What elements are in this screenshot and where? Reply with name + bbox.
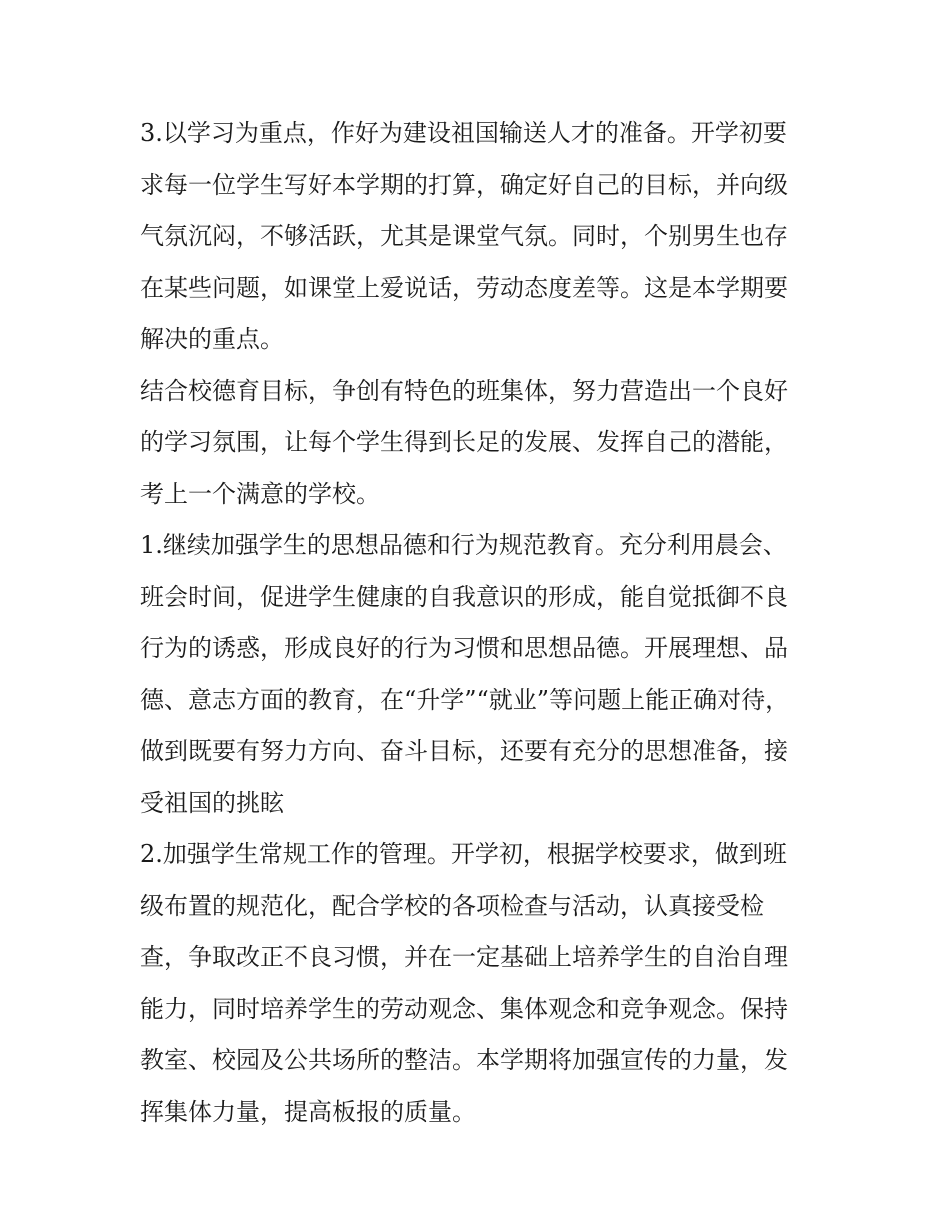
text-line: 做到既要有努力方向、奋斗目标，还要有充分的思想准备，接 xyxy=(140,737,788,765)
text-line: 2.加强学生常规工作的管理。开学初，根据学校要求，做到班 xyxy=(140,840,787,868)
text-line: 考上一个满意的学校。 xyxy=(140,479,380,508)
text-line: 挥集体力量，提高板报的质量。 xyxy=(140,1097,476,1126)
text-line: 求每一位学生写好本学期的打算，确定好自己的目标，并向级 xyxy=(140,170,788,199)
text-line: 班会时间，促进学生健康的自我意识的形成，能自觉抵御不良 xyxy=(140,582,788,611)
text-line: 解决的重点。 xyxy=(140,325,284,353)
document-body xyxy=(140,108,820,1138)
text-line: 结合校德育目标，争创有特色的班集体，努力营造出一个良好 xyxy=(140,376,788,405)
text-line: 查，争取改正不良习惯，并在一定基础上培养学生的自治自理 xyxy=(140,943,788,971)
text-line: 3.以学习为重点，作好为建设祖国输送人才的准备。开学初要 xyxy=(140,119,787,147)
text-line: 受祖国的挑眩 xyxy=(140,788,284,817)
text-line: 德、意志方面的教育，在“升学”“就业”等问题上能正确对待， xyxy=(140,685,790,714)
text-line: 在某些问题，如课堂上爱说话，劳动态度差等。这是本学期要 xyxy=(140,273,788,302)
text-line: 级布置的规范化，配合学校的各项检查与活动，认真接受检 xyxy=(140,891,764,920)
text-line: 的学习氛围，让每个学生得到长足的发展、发挥自己的潜能， xyxy=(140,428,788,456)
text-line: 行为的诱惑，形成良好的行为习惯和思想品德。开展理想、品 xyxy=(140,634,788,662)
text-line: 1.继续加强学生的思想品德和行为规范教育。充分利用晨会、 xyxy=(140,531,787,559)
text-line: 教室、校园及公共场所的整洁。本学期将加强宣传的力量，发 xyxy=(140,1046,788,1074)
text-line: 气氛沉闷，不够活跃，尤其是课堂气氛。同时，个别男生也存 xyxy=(140,222,788,250)
text-line: 能力，同时培养学生的劳动观念、集体观念和竞争观念。保持 xyxy=(140,994,788,1023)
